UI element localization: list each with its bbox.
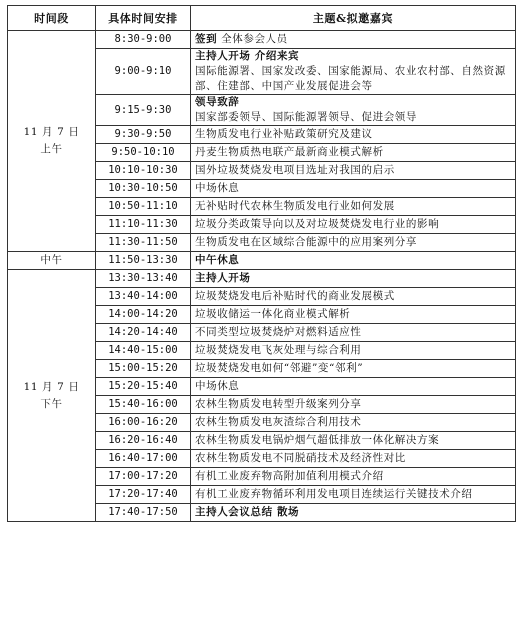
- time-cell: 10:30-10:50: [96, 180, 191, 198]
- topic-cell: [191, 504, 516, 522]
- topic-desc: 垃圾收储运一体化商业模式解析: [195, 308, 351, 320]
- period-afternoon-line: 下午: [40, 397, 63, 410]
- topic-desc: 国外垃圾焚烧发电项目选址对我国的启示: [195, 164, 395, 176]
- topic-cell: [191, 486, 516, 504]
- period-afternoon: [8, 270, 96, 522]
- time-cell: 17:20-17:40: [96, 486, 191, 504]
- time-cell: 14:00-14:20: [96, 306, 191, 324]
- topic-desc: 农林生物质发电锅炉烟气超低排放一体化解决方案: [195, 434, 440, 446]
- topic-cell: [191, 468, 516, 486]
- topic-title: 主持人开场 介绍来宾: [195, 50, 300, 62]
- topic-desc: 不同类型垃圾焚烧炉对燃料适应性: [195, 326, 362, 338]
- time-cell: 13:40-14:00: [96, 288, 191, 306]
- topic-cell: [191, 198, 516, 216]
- schedule-body: [8, 31, 516, 522]
- time-cell: 14:40-15:00: [96, 342, 191, 360]
- topic-desc: 生物质发电在区域综合能源中的应用案列分享: [195, 236, 417, 248]
- topic-desc: 农林生物质发电灰渣综合利用技术: [195, 416, 362, 428]
- topic-cell: [191, 180, 516, 198]
- topic-title: 领导致辞: [195, 96, 240, 108]
- topic-desc: 丹麦生物质热电联产最新商业模式解析: [195, 146, 384, 158]
- topic-desc: 中场休息: [195, 182, 240, 194]
- time-cell: 8:30-9:00: [96, 31, 191, 49]
- table-row: [8, 252, 516, 270]
- topic-cell: [191, 360, 516, 378]
- topic-cell: [191, 414, 516, 432]
- time-cell: 15:20-15:40: [96, 378, 191, 396]
- topic-desc: 垃圾分类政策导向以及对垃圾焚烧发电行业的影响: [195, 218, 440, 230]
- topic-cell: [191, 270, 516, 288]
- topic-cell: [191, 252, 516, 270]
- topic-cell: [191, 126, 516, 144]
- topic-cell: [191, 342, 516, 360]
- topic-desc: 垃圾焚烧发电后补贴时代的商业发展模式: [195, 290, 395, 302]
- topic-cell: [191, 288, 516, 306]
- header-row: [8, 6, 516, 31]
- topic-desc: 农林生物质发电不同脱硝技术及经济性对比: [195, 452, 406, 464]
- period-morning-line: 11 月 7 日: [23, 126, 80, 138]
- time-cell: 16:40-17:00: [96, 450, 191, 468]
- table-row: [8, 31, 516, 49]
- topic-desc: 垃圾焚烧发电飞灰处理与综合利用: [195, 344, 362, 356]
- time-cell: 11:50-13:30: [96, 252, 191, 270]
- topic-desc: 无补贴时代农林生物质发电行业如何发展: [195, 200, 395, 212]
- time-cell: 15:40-16:00: [96, 396, 191, 414]
- topic-cell: [191, 396, 516, 414]
- topic-desc: 垃圾焚烧发电如何“邻避”变“邻利”: [195, 362, 364, 374]
- time-cell: 17:00-17:20: [96, 468, 191, 486]
- time-cell: 9:15-9:30: [96, 95, 191, 126]
- time-cell: 15:00-15:20: [96, 360, 191, 378]
- topic-cell: [191, 324, 516, 342]
- topic-cell: [191, 144, 516, 162]
- topic-desc: 国家部委领导、国际能源署领导、促进会领导: [195, 111, 417, 123]
- period-morning-line: 上午: [40, 143, 63, 155]
- topic-desc: 国际能源署、国家发改委、国家能源局、农业农村部、自然资源部、住建部、中国产业发展促进会等: [195, 65, 506, 92]
- topic-cell: [191, 162, 516, 180]
- time-cell: 11:10-11:30: [96, 216, 191, 234]
- period-afternoon-line: 11 月 7 日: [23, 380, 80, 393]
- time-cell: 17:40-17:50: [96, 504, 191, 522]
- topic-desc: 生物质发电行业补贴政策研究及建议: [195, 128, 373, 140]
- topic-cell: [191, 95, 516, 126]
- topic-desc: 中场休息: [195, 380, 240, 392]
- time-cell: 14:20-14:40: [96, 324, 191, 342]
- header-topic: 主题&拟邀嘉宾: [191, 6, 516, 31]
- time-cell: 16:20-16:40: [96, 432, 191, 450]
- topic-title: 中午休息: [195, 254, 240, 266]
- time-cell: 9:50-10:10: [96, 144, 191, 162]
- header-time: 具体时间安排: [96, 6, 191, 31]
- topic-desc: 农林生物质发电转型升级案列分享: [195, 398, 362, 410]
- time-cell: 9:30-9:50: [96, 126, 191, 144]
- schedule-table-wrapper: [7, 5, 515, 522]
- header-period: 时间段: [8, 6, 96, 31]
- period-noon: 中午: [8, 252, 96, 270]
- time-cell: 9:00-9:10: [96, 49, 191, 95]
- topic-desc: 全体参会人员: [217, 33, 288, 45]
- topic-title: 签到: [195, 33, 218, 45]
- topic-cell: [191, 306, 516, 324]
- topic-cell: [191, 432, 516, 450]
- topic-cell: [191, 450, 516, 468]
- topic-cell: [191, 234, 516, 252]
- time-cell: 10:10-10:30: [96, 162, 191, 180]
- topic-desc: 有机工业废弃物高附加值利用模式介绍: [195, 470, 384, 482]
- topic-cell: [191, 49, 516, 95]
- table-row: [8, 270, 516, 288]
- topic-cell: [191, 31, 516, 49]
- schedule-table: [7, 5, 516, 522]
- time-cell: 13:30-13:40: [96, 270, 191, 288]
- topic-desc: 有机工业废弃物循环利用发电项目连续运行关键技术介绍: [195, 488, 473, 500]
- topic-cell: [191, 378, 516, 396]
- time-cell: 16:00-16:20: [96, 414, 191, 432]
- topic-title: 主持人会议总结 散场: [195, 506, 300, 518]
- time-cell: 10:50-11:10: [96, 198, 191, 216]
- time-cell: 11:30-11:50: [96, 234, 191, 252]
- topic-cell: [191, 216, 516, 234]
- topic-title: 主持人开场: [195, 272, 251, 284]
- period-morning: [8, 31, 96, 252]
